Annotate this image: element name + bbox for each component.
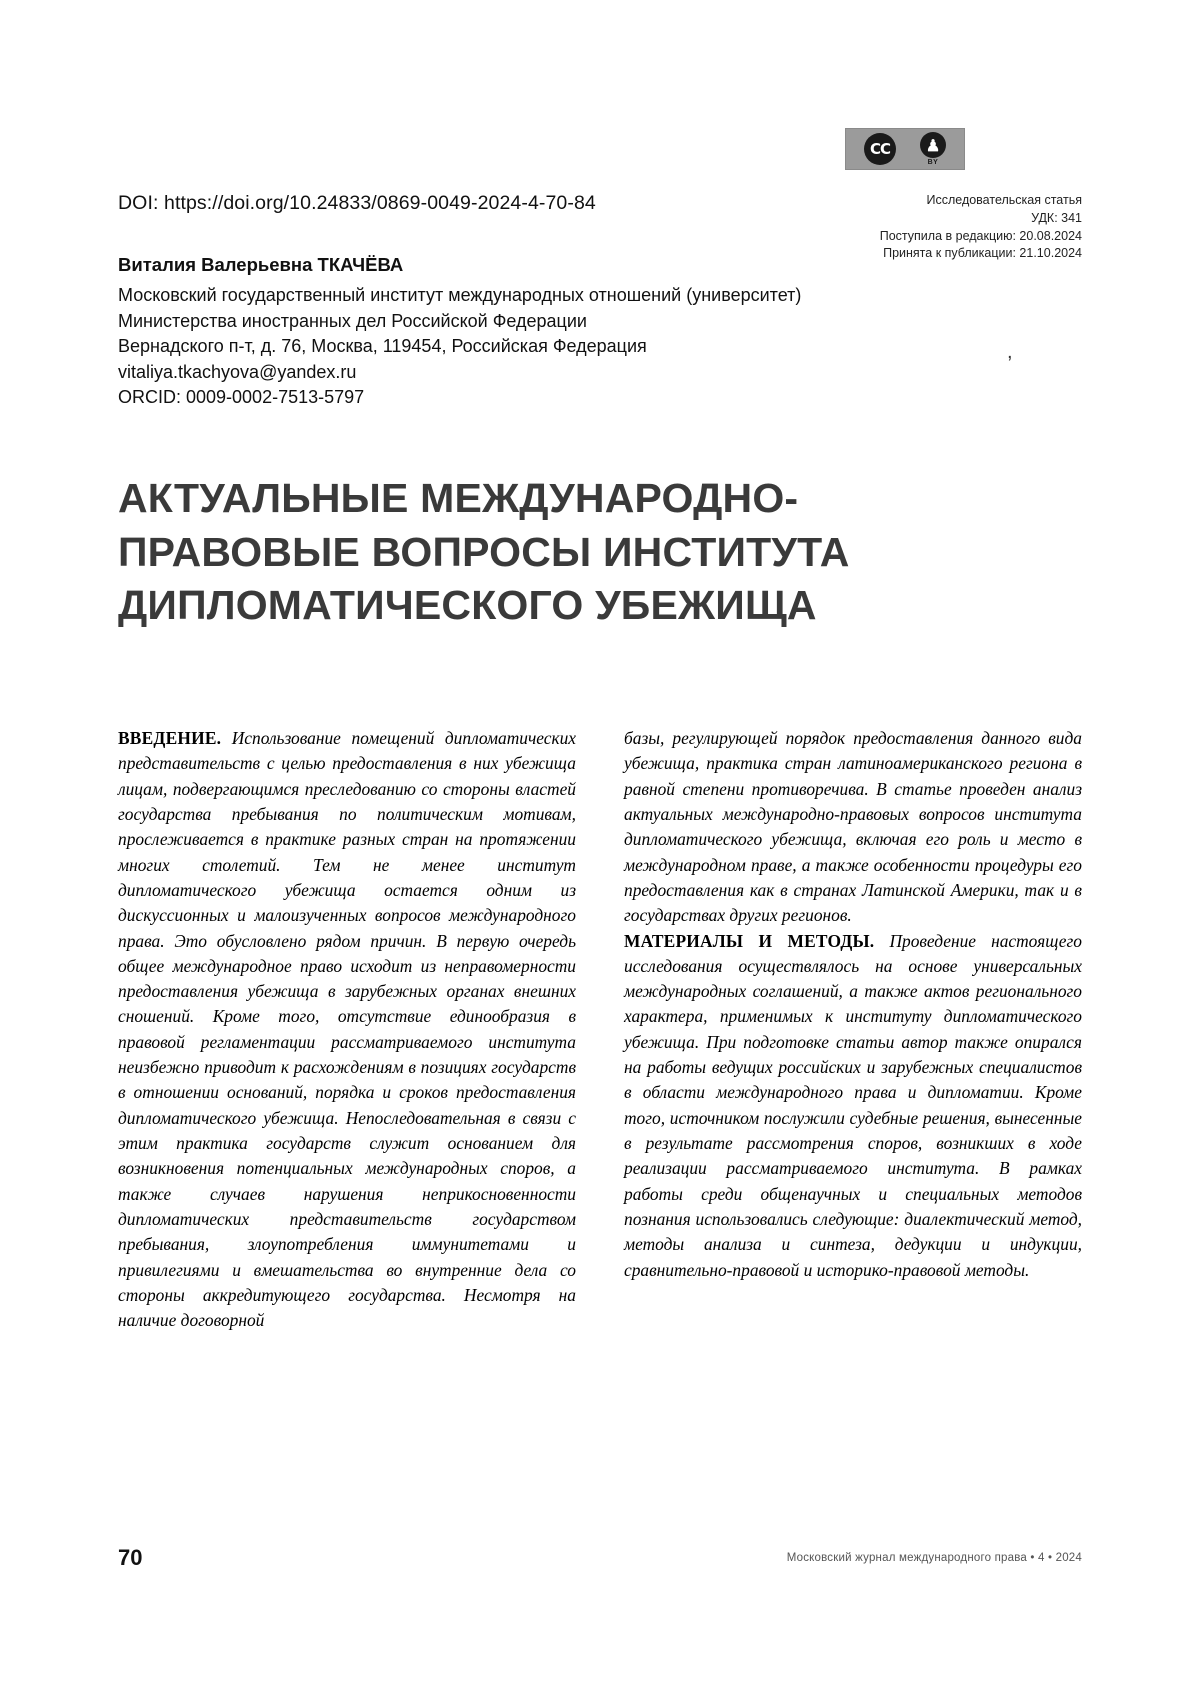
cc-icon: CC [864,133,896,165]
methods-paragraph [624,929,1082,1283]
journal-footer: Московский журнал международного права • 4 • 2024 [786,1552,1082,1564]
affiliation-line-1: Московский государственный институт международных отношений (университет) [118,285,802,305]
intro-text: Использование помещений дипломатических представительств с целью предоставления в них убежища лицам, подвергающимся преследованию со стороны властей государства пребывания по политическим мотивам, прослеживается в практике разных стран на протяжении многих столетий. Тем не менее институт дипломатического убежища остается одним из дискуссионных и малоизученных вопросов международного права. Это обусловлено рядом причин. В первую очередь общее международное право исходит из неправомерности предоставления убежища в зарубежных органах внешних сношений. Кроме того, отсутствие единообразия в правовой регламентации рассматриваемого института неизбежно приводит к расхождениям в позициях государств в отношении оснований, порядка и сроков предоставления дипломатического убежища. Непоследовательная в связи с этим практика государств служит основанием для возникновения потенциальных международных споров, а также случаев нарушения неприкосновенности дипломатических представительств государством пребывания, злоупотребления иммунитетами и привилегиями и вмешательства во внутренние дела со стороны аккредитующего государства. Несмотря на наличие договорной [118,728,576,1331]
author-address: Вернадского п-т, д. 76, Москва, 119454, Российская Федерация [118,336,647,357]
author-name: Виталия Валерьевна ТКАЧЁВА [118,254,404,275]
article-type: Исследовательская статья [926,193,1082,207]
accepted-date: Принята к публикации: 21.10.2024 [883,246,1082,261]
author-orcid: ORCID: 0009-0002-7513-5797 [118,387,365,408]
intro-paragraph-continued: базы, регулирующей порядок предоставления данного вида убежища, практика стран латиноамериканского региона в равной степени противоречива. В статье проведен анализ актуальных международно-правовых вопросов института дипломатического убежища, включая его роль и место в международном праве, а также особенности процедуры его предоставления как в странах Латинской Америки, так и в государствах других регионов. [624,728,1082,926]
doi-text: DOI: https://doi.org/10.24833/0869-0049-2024-4-70-84 [118,192,596,214]
page-title: АКТУАЛЬНЫЕ МЕЖДУНАРОДНО-ПРАВОВЫЕ ВОПРОСЫ ИНСТИТУТА ДИПЛОМАТИЧЕСКОГО УБЕЖИЩА [118,475,850,629]
methods-text: Проведение настоящего исследования осуществлялось на основе универсальных международных соглашений, а также актов регионального характера, применимых к институту дипломатического убежища. При подготовке статьи автор также опирался на работы ведущих российских и зарубежных специалистов в области международного права и дипломатии. Кроме того, источником послужили судебные решения, вынесенные в результате рассмотрения споров, возникших в ходе реализации рассматриваемого института. В рамках работы среди общенаучных и специальных методов познания использовались следующие: диалектический метод, методы анализа и синтеза, дедукции и индукции, сравнительно-правовой и историко-правовой методы. [624,930,1082,1280]
affiliation-line-2: Министерства иностранных дел Российской Федерации [118,310,587,331]
creative-commons-badge [845,128,965,170]
abstract-column-left [118,726,576,1334]
intro-label: ВВЕДЕНИЕ. [118,728,222,748]
author-email: vitaliya.tkachyova@yandex.ru [118,361,357,382]
person-icon: ♟ [920,132,946,158]
abstract-column-right [624,726,1082,1334]
abstract-columns [118,726,1082,1334]
udk-code: УДК: 341 [1031,210,1082,225]
article-meta [880,192,1082,263]
methods-label: МАТЕРИАЛЫ И МЕТОДЫ. [624,930,875,951]
author-affiliation [118,283,918,411]
cc-by-label: BY [927,159,939,166]
cc-by-icon-group [920,132,946,166]
stray-mark: , [1007,341,1013,363]
intro-paragraph [118,726,576,1334]
page-number: 70 [118,1545,143,1570]
received-date: Поступила в редакцию: 20.08.2024 [879,228,1082,243]
